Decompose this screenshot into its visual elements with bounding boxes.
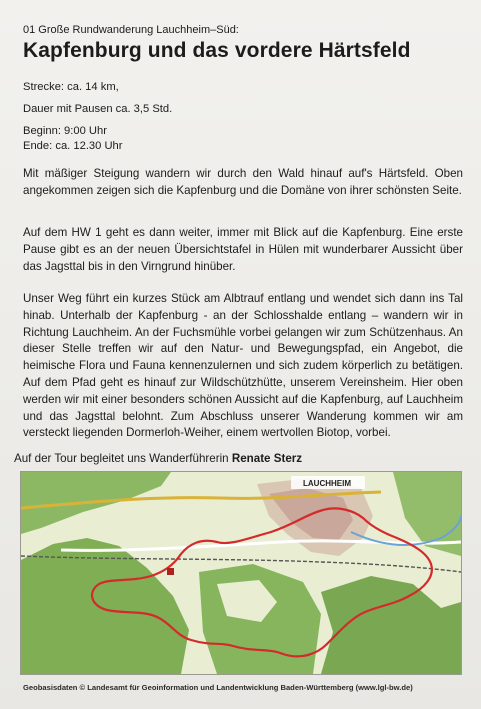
route-map <box>20 471 462 675</box>
paragraph-hw1: Auf dem HW 1 geht es dann weiter, immer mit Blick auf die Kapfenburg. Eine erste Pause gibt es an der neuen Übersichtstafel in Hülen mit wunderbarer Aussicht über das Jagsttal bis in den Virngrund hinüber. <box>23 226 463 273</box>
distance-fact: Strecke: ca. 14 km, <box>23 81 119 93</box>
map-credit: Geobasisdaten © Landesamt für Geoinformation und Landentwicklung Baden-Württemberg (www.lgl-bw.de) <box>23 683 413 692</box>
castle-icon <box>167 568 174 575</box>
paragraph-ascent: Mit mäßiger Steigung wandern wir durch den Wald hinauf auf's Härtsfeld. Oben angekommen zeigen sich die Kapfenburg und die Domäne von ihrer schönsten Seite. <box>23 167 463 197</box>
paragraph-route: Unser Weg führt ein kurzes Stück am Albtrauf entlang und wendet sich dann ins Tal hinab. Unterhalb der Kapfenburg - an der Schlosshalde entlang – wandern wir in Richtung Lauchheim. An der Fuchsmühle vorbei gelangen wir zum Schützenhaus. An dieser Stelle treffen wir auf den Natur- und Bewegungspfad, ein Angebot, die heimische Flora und Fauna kennenzulernen und sich zudem körperlich zu betätigen. Auf dem Pfad geht es hinauf zur Wildschützhütte, unserem Vereinsheim. Hier oben werden wir mit einer besonders schönen Aussicht auf die Kapfenburg, auf Lauchheim und das Jagsttal belohnt. Zum Abschluss unserer Wanderung kommen wir am versteckt liegenden Dormerloh-Weiher, einem wertvollen Biotop, vorbei. <box>23 292 463 440</box>
guide-name: Renate Sterz <box>231 452 303 465</box>
tour-subtitle: 01 Große Rundwanderung Lauchheim–Süd: <box>23 24 239 36</box>
guide-text: Auf der Tour begleitet uns Wanderführerin <box>14 452 232 465</box>
start-fact: Beginn: 9:00 Uhr <box>23 125 107 137</box>
duration-fact: Dauer mit Pausen ca. 3,5 Std. <box>23 103 173 115</box>
route-map-graphic <box>21 472 461 674</box>
map-town-label: LAUCHHEIM <box>303 479 351 488</box>
tour-facts <box>23 80 172 154</box>
end-fact: Ende: ca. 12.30 Uhr <box>23 140 123 152</box>
guide-line <box>14 452 302 465</box>
tour-title: Kapfenburg und das vordere Härtsfeld <box>23 39 411 62</box>
